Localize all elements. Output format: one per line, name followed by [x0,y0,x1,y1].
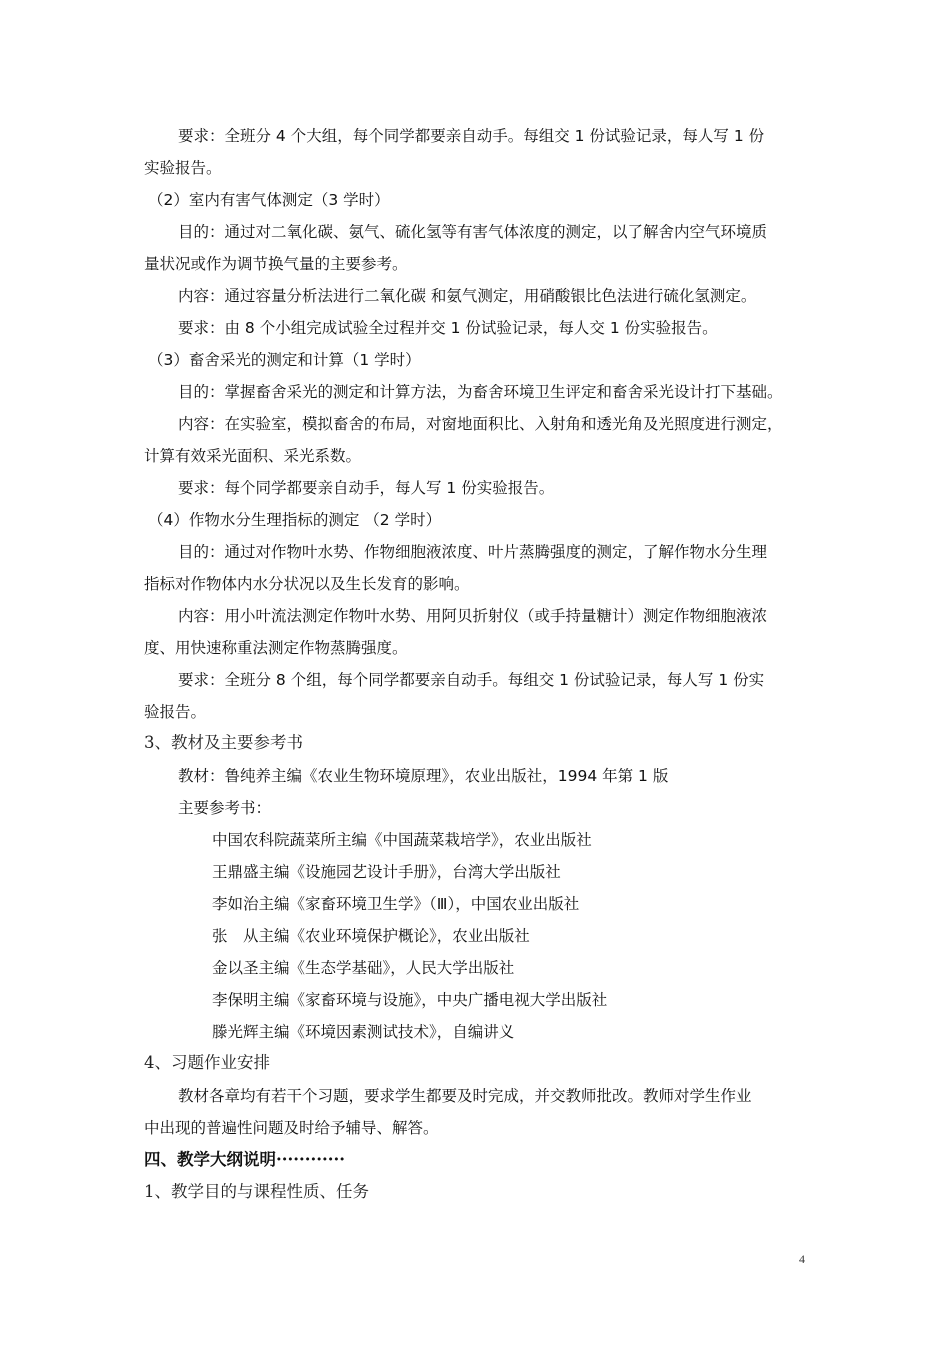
reference-item: 滕光辉主编《环境因素测试技术》，自编讲义 [212,1023,515,1041]
section-heading-textbooks: 3、教材及主要参考书 [144,733,303,752]
purpose-line: 目的：通过对作物叶水势、作物细胞液浓度、叶片蒸腾强度的测定，了解作物水分生理 [178,543,768,561]
reference-item: 李保明主编《家畜环境与设施》，中央广播电视大学出版社 [212,991,608,1009]
content-line: 内容：用小叶流法测定作物叶水势、用阿贝折射仪（或手持量糖计）测定作物细胞液浓 [178,607,768,625]
text-continuation: 度、用快速称重法测定作物蒸腾强度。 [144,639,408,657]
content-line: 内容：通过容量分析法进行二氧化碳 和氨气测定，用硝酸银比色法进行硫化氢测定。 [178,287,757,305]
section-heading-exercises: 4、习题作业安排 [144,1053,270,1072]
experiment-heading-3: （3）畜舍采光的测定和计算（1 学时） [148,351,421,369]
content-line: 内容：在实验室，模拟畜舍的布局，对窗地面积比、入射角和透光角及光照度进行测定， [178,415,783,433]
requirement-line-group4: 要求：全班分 4 个大组，每个同学都要亲自动手。每组交 1 份试验记录，每人写 1 份 [178,127,765,145]
requirement-line: 要求：由 8 个小组完成试验全过程并交 1 份试验记录，每人交 1 份实验报告。 [178,319,718,337]
textbook-line: 教材：鲁纯养主编《农业生物环境原理》，农业出版社，1994 年第 1 版 [178,767,669,785]
requirement-line: 要求：每个同学都要亲自动手，每人写 1 份实验报告。 [178,479,555,497]
purpose-line: 目的：通过对二氧化碳、氨气、硫化氢等有害气体浓度的测定，以了解舍内空气环境质 [178,223,768,241]
purpose-line: 目的：掌握畜舍采光的测定和计算方法，为畜舍环境卫生评定和畜舍采光设计打下基础。 [178,383,783,401]
text-continuation: 计算有效采光面积、采光系数。 [144,447,362,465]
reference-item: 中国农科院蔬菜所主编《中国蔬菜栽培学》，农业出版社 [212,831,592,849]
reference-item: 王鼎盛主编《设施园艺设计手册》，台湾大学出版社 [212,863,561,881]
text-continuation: 实验报告。 [144,159,222,177]
reference-item: 金以圣主编《生态学基础》，人民大学出版社 [212,959,515,977]
text-continuation: 指标对作物体内水分状况以及生长发育的影响。 [144,575,470,593]
exercise-line: 教材各章均有若干个习题，要求学生都要及时完成，并交教师批改。教师对学生作业 [178,1087,752,1105]
reference-item: 张 从主编《农业环境保护概论》，农业出版社 [212,927,530,945]
page-number: 4 [799,1252,805,1266]
text-continuation: 量状况或作为调节换气量的主要参考。 [144,255,408,273]
requirement-line: 要求：全班分 8 个组，每个同学都要亲自动手。每组交 1 份试验记录，每人写 1 份实 [178,671,765,689]
section-heading-teaching-aims: 1、教学目的与课程性质、任务 [144,1182,369,1201]
experiment-heading-4: （4）作物水分生理指标的测定 （2 学时） [148,511,442,529]
experiment-heading-2: （2）室内有害气体测定（3 学时） [148,191,390,209]
reference-item: 李如治主编《家畜环境卫生学》（Ⅲ），中国农业出版社 [212,895,580,913]
references-label: 主要参考书： [178,799,272,817]
text-continuation: 中出现的普遍性问题及时给予辅导、解答。 [144,1119,439,1137]
chapter-heading-syllabus-notes: 四、教学大纲说明············ [144,1150,345,1169]
text-continuation: 验报告。 [144,703,207,721]
